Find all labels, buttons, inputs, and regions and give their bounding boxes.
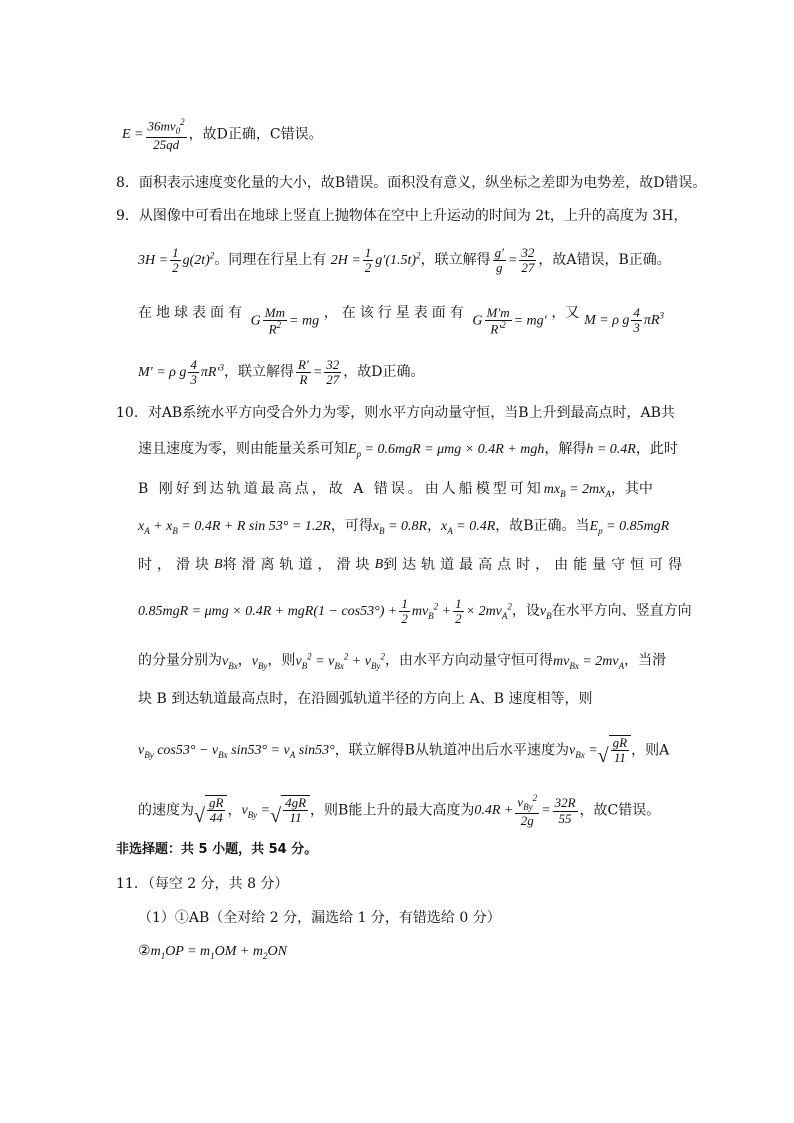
p7-tail: ，故D正确，C错误。 [188, 126, 323, 143]
problem-10-line-3: B 刚好到达轨道最高点，故 A 错误。由人船模型可知$mx_B = 2mx_A$，其中 [138, 481, 653, 499]
problem-9-line-1: 9．从图像中可看出在地球上竖直上抛物体在空中上升运动的时间为 2t，上升的高度为 3H， [116, 208, 688, 224]
problem-9-line-4: M′ = ρ g $\frac{4}{3}$ $\pi R'^3$，联立解得 $\frac{R'}{R}$ = $\frac{32}{27}$ ，故D正确。 [138, 357, 425, 388]
problem-11-title: 11．（每空 2 分，共 8 分） [116, 876, 289, 892]
problem-10-line-4: $x_A + x_B = 0.4R + R$ sin 53° = 1.2R，可得$x_B = 0.8R$，$x_A = 0.4R$，故B正确。当$E_p = 0.85mgR$ [138, 518, 670, 536]
problem-10-line-6: 0.85mgR = μmg × 0.4R + mgR(1 − cos53°) + $\frac{1}{2}$ $mv_B^2$ + $\frac{1}{2}$ × $2mv_A^2$，设$v_B$在水平方向、竖直方向 [138, 596, 692, 627]
problem-10-line-5: 时，滑块 B 将滑离轨道，滑块 B 到达轨道最高点时，由能量守恒可得 [138, 557, 688, 573]
problem-10-line-1: 10．对AB系统水平方向受合外力为零，则水平方向动量守恒，当B上升到最高点时，AB共 [116, 405, 675, 421]
p7-line [122, 118, 323, 152]
problem-11-part-1: （1）①AB（全对给 2 分，漏选给 1 分，有错选给 0 分） [138, 910, 501, 926]
eq-e-expression: E = $\frac{36mv_0^2}{25qd}$ [122, 117, 185, 152]
problem-10-line-8: 块 B 到达轨道最高点时，在沿圆弧轨道半径的方向上 A、B 速度相等，则 [138, 691, 593, 707]
section-heading: 非选择题：共 5 小题，共 54 分。 [116, 842, 318, 857]
problem-10-line-7: 的分量分别为$v_{Bx}$，$v_{By}$，则$v_B^2 = v_{Bx}^2 + v_{By}^2$，由水平方向动量守恒可得$mv_{Bx} = 2mv_A$，当滑 [138, 651, 667, 671]
problem-9-line-3: 在地球表面有 G $\frac{Mm}{R^2}$ = mg ，在该行星表面有 G $\frac{M'm}{R'^2}$ = mg′ ，又 M = ρ g $\frac{4}{3}$ $\pi R^3$ [138, 305, 664, 337]
problem-11-part-2: $②m_1OP = m_1OM + m_2ON$ [138, 943, 287, 961]
problem-9-line-2: 3H = $\frac{1}{2}$ $g(2t)^2$。同理在行星上有 2H = $\frac{1}{2}$ $g'(1.5t)^2$，联立解得 $\frac{g'}{g}$ = $\frac{32}{27}$ ，故A错误，B正确。 [138, 245, 671, 276]
problem-10-line-9: $v_{By}$ $\cos 53^\circ - v_{Bx}$ $\sin 53^\circ = v_A$ sin53°，联立解得B从轨道冲出后水平速度为$v_{Bx}$ = √ $\frac{gR}{11}$ ，则A [138, 735, 670, 767]
problem-8: 8．面积表示速度变化量的大小，故B错误。面积没有意义，纵坐标之差即为电势差，故D错误。 [116, 175, 707, 191]
problem-10-line-10: 的速度为 √ $\frac{gR}{44}$ ，$v_{By}$ = √ $\frac{4gR}{11}$ ，则B能上升的最大高度为0.4R + $\frac{v_{By}^2}{2g}$ = $\frac{32R}{55}$ ，故C错误。 [138, 793, 661, 828]
problem-10-line-2: 速且速度为零，则由能量关系可知$E_p = 0.6mgR = \mu mg \times 0.4R$ + mgh，解得h = 0.4R，此时 [138, 441, 678, 459]
